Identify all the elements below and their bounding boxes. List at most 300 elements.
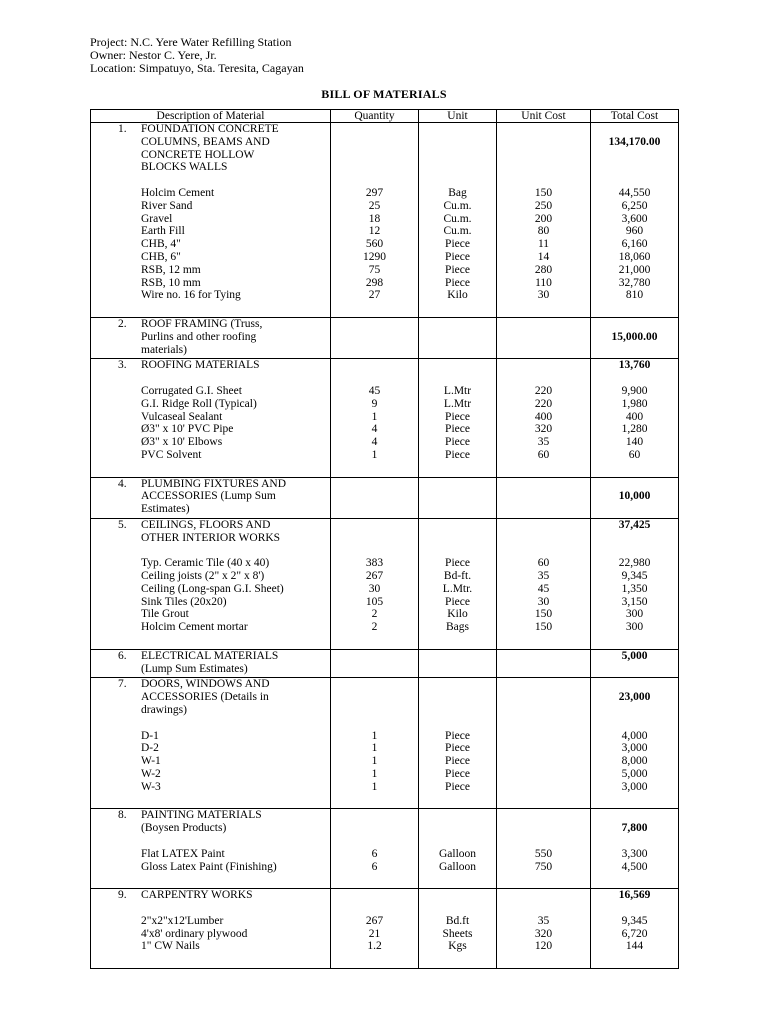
spacer-line	[591, 372, 678, 385]
section-title-line	[91, 318, 330, 331]
item-unit: Piece	[445, 436, 470, 449]
item-unit: Bag	[448, 186, 467, 199]
item-unit-cost: 35	[537, 570, 550, 583]
item-unit-cost: 200	[534, 212, 553, 225]
location-line: Location: Simpatuyo, Sta. Teresita, Cagayan	[90, 61, 304, 75]
section-title-text: (Lump Sum Estimates)	[141, 662, 248, 675]
spacer-line	[331, 953, 418, 966]
section-title-text: drawings)	[141, 704, 187, 717]
spacer-line	[419, 704, 496, 717]
section-total: 7,800	[621, 822, 648, 835]
spacer-line	[497, 794, 590, 807]
section-number: 2.	[118, 317, 127, 330]
spacer-line	[419, 149, 496, 162]
item-quantity: 4	[371, 423, 378, 436]
spacer-line	[497, 545, 590, 558]
item-total-cost: 3,600	[621, 212, 648, 225]
item-quantity: 2	[371, 621, 378, 634]
spacer-line	[419, 359, 496, 372]
item-total-cost: 32,780	[618, 276, 651, 289]
spacer-line	[591, 717, 678, 730]
section-total: 5,000	[621, 649, 648, 662]
section-title-text: PAINTING MATERIALS	[141, 809, 262, 822]
section-title-line	[91, 663, 330, 676]
spacer-line	[331, 478, 418, 491]
section-title-text: Purlins and other roofing	[141, 330, 257, 343]
spacer-line	[419, 490, 496, 503]
item-description: Tile Grout	[141, 608, 189, 621]
item-quantity: 297	[365, 186, 384, 199]
item-quantity: 9	[371, 397, 378, 410]
spacer-line	[419, 478, 496, 491]
item-quantity: 1	[371, 755, 378, 768]
item-quantity: 18	[368, 212, 381, 225]
section-unit-cost-cell	[497, 809, 591, 889]
section-quantity-cell	[331, 317, 419, 358]
item-unit-cost: 30	[537, 595, 550, 608]
item-unit-cost: 35	[537, 436, 550, 449]
section-title-line	[91, 822, 330, 835]
section-title-text: ROOFING MATERIALS	[141, 359, 260, 372]
section-title-text: BLOCKS WALLS	[141, 161, 228, 174]
section-total: 15,000.00	[611, 330, 658, 343]
item-quantity: 2	[371, 608, 378, 621]
item-unit-cost: 150	[534, 608, 553, 621]
section-row	[91, 123, 679, 318]
item-unit-cost: 45	[537, 582, 550, 595]
spacer-line	[497, 634, 590, 647]
item-unit: Piece	[445, 276, 470, 289]
spacer-line	[331, 161, 418, 174]
item-unit: Piece	[445, 263, 470, 276]
section-number: 7.	[118, 678, 127, 691]
spacer-line	[331, 663, 418, 676]
section-quantity-cell	[331, 359, 419, 477]
item-total-cost: 18,060	[618, 250, 651, 263]
column-header-total-cost: Total Cost	[591, 110, 679, 123]
spacer-line	[91, 302, 330, 315]
spacer-line	[331, 372, 418, 385]
item-total-cost: 9,345	[621, 914, 648, 927]
item-description: D-1	[141, 729, 159, 742]
spacer-line	[497, 678, 590, 691]
section-quantity-cell	[331, 678, 419, 809]
item-total-cost: 960	[625, 225, 644, 238]
section-unit-cell	[419, 649, 497, 678]
spacer-line	[331, 123, 418, 136]
item-unit-cost: 220	[534, 397, 553, 410]
item-unit-cost	[497, 755, 590, 768]
item-description: Ceiling (Long-span G.I. Sheet)	[141, 582, 284, 595]
item-unit: Galloon	[438, 860, 477, 873]
item-quantity: 267	[365, 914, 384, 927]
item-description: Holcim Cement mortar	[141, 621, 248, 634]
item-quantity: 1	[371, 742, 378, 755]
item-unit-cost: 320	[534, 423, 553, 436]
spacer-line	[331, 835, 418, 848]
section-total-cost-cell	[591, 518, 679, 649]
spacer-line	[497, 717, 590, 730]
section-total: 23,000	[618, 691, 651, 704]
section-row	[91, 317, 679, 358]
section-description-cell	[91, 123, 331, 318]
section-description-cell	[91, 477, 331, 518]
section-row	[91, 359, 679, 477]
section-title-line	[91, 478, 330, 491]
spacer-line	[591, 663, 678, 676]
column-header-unit-cost: Unit Cost	[497, 110, 591, 123]
spacer-line	[497, 691, 590, 704]
spacer-line	[497, 302, 590, 315]
spacer-line	[91, 372, 330, 385]
section-quantity-cell	[331, 477, 419, 518]
section-title-line	[91, 691, 330, 704]
spacer-line	[419, 902, 496, 915]
item-unit: Piece	[445, 768, 470, 781]
item-unit-cost	[497, 768, 590, 781]
spacer-line	[497, 331, 590, 344]
spacer-line	[497, 902, 590, 915]
item-unit: Piece	[445, 250, 470, 263]
item-unit-cost: 750	[534, 860, 553, 873]
spacer-line	[419, 545, 496, 558]
item-quantity: 1	[371, 410, 378, 423]
section-unit-cost-cell	[497, 477, 591, 518]
item-description: RSB, 12 mm	[141, 263, 201, 276]
spacer-line	[91, 794, 330, 807]
spacer-line	[91, 953, 330, 966]
item-quantity: 75	[368, 263, 381, 276]
section-total-cost-cell	[591, 649, 679, 678]
section-title-text: ACCESSORIES (Lump Sum	[141, 490, 276, 503]
item-quantity: 27	[368, 289, 381, 302]
spacer-line	[591, 953, 678, 966]
item-total-cost: 5,000	[621, 768, 648, 781]
item-total-cost: 22,980	[618, 557, 651, 570]
section-description-cell	[91, 678, 331, 809]
spacer-line	[419, 123, 496, 136]
item-description: Gloss Latex Paint (Finishing)	[141, 860, 277, 873]
spacer-line	[331, 794, 418, 807]
section-description-cell	[91, 649, 331, 678]
section-title-line	[91, 809, 330, 822]
section-title-text: DOORS, WINDOWS AND	[141, 678, 270, 691]
item-description: 2"x2"x12'Lumber	[141, 914, 224, 927]
section-total: 37,425	[618, 518, 651, 531]
item-quantity: 45	[368, 384, 381, 397]
spacer-line	[331, 331, 418, 344]
item-quantity: 6	[371, 860, 378, 873]
item-unit: Piece	[445, 595, 470, 608]
spacer-line	[497, 490, 590, 503]
spacer-line	[497, 663, 590, 676]
item-total-cost: 1,350	[621, 582, 648, 595]
spacer-line	[497, 344, 590, 357]
item-unit: Piece	[445, 742, 470, 755]
item-description: Flat LATEX Paint	[141, 847, 225, 860]
item-unit-cost: 30	[537, 289, 550, 302]
spacer-line	[591, 318, 678, 331]
spacer-line	[497, 704, 590, 717]
section-total: 134,170.00	[608, 135, 661, 148]
spacer-line	[591, 174, 678, 187]
item-description: D-2	[141, 742, 159, 755]
spacer-line	[331, 717, 418, 730]
spacer-line	[91, 174, 330, 187]
section-title-text: FOUNDATION CONCRETE	[141, 123, 279, 135]
item-unit: Piece	[445, 729, 470, 742]
section-description-cell	[91, 518, 331, 649]
item-unit: Kilo	[447, 289, 468, 302]
spacer-line	[591, 794, 678, 807]
item-unit: Galloon	[438, 847, 477, 860]
spacer-line	[331, 490, 418, 503]
item-unit: Bd.ft	[445, 914, 470, 927]
item-unit: Cu.m.	[443, 212, 472, 225]
item-unit: Cu.m.	[443, 225, 472, 238]
spacer-line	[331, 902, 418, 915]
spacer-line	[331, 634, 418, 647]
item-unit-cost: 11	[537, 238, 550, 251]
section-number: 4.	[118, 477, 127, 490]
item-total-cost: 9,345	[621, 570, 648, 583]
item-quantity: 1	[371, 780, 378, 793]
item-quantity: 105	[365, 595, 384, 608]
spacer-line	[91, 873, 330, 886]
section-title-text: ROOF FRAMING (Truss,	[141, 317, 263, 330]
item-description: Sink Tiles (20x20)	[141, 595, 227, 608]
spacer-line	[591, 149, 678, 162]
spacer-line	[419, 717, 496, 730]
section-title-text: ELECTRICAL MATERIALS	[141, 649, 279, 662]
spacer-line	[497, 532, 590, 545]
section-description-cell	[91, 889, 331, 969]
item-unit: L.Mtr	[443, 397, 472, 410]
spacer-line	[419, 678, 496, 691]
item-unit: Piece	[445, 410, 470, 423]
spacer-line	[419, 809, 496, 822]
item-description: 4'x8' ordinary plywood	[141, 927, 248, 940]
item-unit: Piece	[445, 448, 470, 461]
item-quantity: 1	[371, 729, 378, 742]
item-unit-cost: 14	[537, 250, 550, 263]
section-total: 16,569	[618, 889, 651, 902]
spacer-line	[91, 835, 330, 848]
item-unit-cost	[497, 730, 590, 743]
item-unit-cost: 60	[537, 448, 550, 461]
item-total-cost: 300	[625, 621, 644, 634]
section-number: 3.	[118, 359, 127, 372]
column-header-unit: Unit	[419, 110, 497, 123]
item-total-cost: 3,150	[621, 595, 648, 608]
item-description: W-2	[141, 768, 161, 781]
section-quantity-cell	[331, 649, 419, 678]
spacer-line	[331, 344, 418, 357]
spacer-line	[497, 123, 590, 136]
section-description-cell	[91, 317, 331, 358]
item-unit-cost: 220	[534, 384, 553, 397]
spacer-line	[331, 532, 418, 545]
spacer-line	[591, 545, 678, 558]
spacer-line	[419, 663, 496, 676]
spacer-line	[419, 344, 496, 357]
item-unit: Piece	[445, 423, 470, 436]
item-total-cost: 44,550	[618, 186, 651, 199]
section-row	[91, 649, 679, 678]
item-description: 1" CW Nails	[141, 940, 200, 953]
section-row	[91, 518, 679, 649]
item-unit-cost: 120	[534, 940, 553, 953]
item-total-cost: 9,900	[621, 384, 648, 397]
table-header-row	[91, 110, 679, 123]
item-description: Gravel	[141, 212, 173, 225]
section-number: 8.	[118, 809, 127, 822]
project-header	[90, 36, 304, 75]
section-title-line	[91, 889, 330, 902]
item-total-cost: 3,300	[621, 847, 648, 860]
item-unit-cost: 60	[537, 557, 550, 570]
section-title-line	[91, 161, 330, 174]
spacer-line	[419, 318, 496, 331]
item-quantity: 560	[365, 238, 384, 251]
spacer-line	[331, 889, 418, 902]
item-quantity: 6	[371, 847, 378, 860]
section-title-text: CONCRETE HOLLOW	[141, 148, 255, 161]
section-title-line	[91, 519, 330, 532]
item-total-cost: 300	[625, 608, 644, 621]
spacer-line	[331, 503, 418, 516]
section-total-cost-cell	[591, 317, 679, 358]
spacer-line	[497, 161, 590, 174]
section-number: 9.	[118, 889, 127, 902]
section-number: 6.	[118, 649, 127, 662]
section-quantity-cell	[331, 889, 419, 969]
item-quantity: 4	[371, 436, 378, 449]
spacer-line	[419, 691, 496, 704]
spacer-line	[591, 462, 678, 475]
item-description: Ceiling joists (2" x 2" x 8')	[141, 570, 265, 583]
spacer-line	[331, 359, 418, 372]
item-description: W-3	[141, 780, 161, 793]
section-title-text: materials)	[141, 343, 187, 356]
spacer-line	[419, 953, 496, 966]
spacer-line	[91, 717, 330, 730]
section-title-text: CEILINGS, FLOORS AND	[141, 518, 271, 531]
spacer-line	[331, 691, 418, 704]
item-unit: Sheets	[442, 927, 473, 940]
section-number: 1.	[118, 123, 127, 135]
spacer-line	[331, 318, 418, 331]
section-title-line	[91, 503, 330, 516]
spacer-line	[419, 519, 496, 532]
spacer-line	[497, 822, 590, 835]
item-total-cost: 8,000	[621, 755, 648, 768]
spacer-line	[591, 532, 678, 545]
section-unit-cost-cell	[497, 889, 591, 969]
section-unit-cost-cell	[497, 649, 591, 678]
item-unit: Cu.m.	[443, 199, 472, 212]
section-description-cell	[91, 809, 331, 889]
spacer-line	[591, 161, 678, 174]
section-title-line	[91, 359, 330, 372]
spacer-line	[419, 372, 496, 385]
item-unit-cost	[497, 742, 590, 755]
section-total-cost-cell	[591, 889, 679, 969]
spacer-line	[497, 462, 590, 475]
owner-line: Owner: Nestor C. Yere, Jr.	[90, 48, 217, 62]
spacer-line	[331, 822, 418, 835]
spacer-line	[419, 794, 496, 807]
item-unit-cost: 35	[537, 914, 550, 927]
item-total-cost: 1,280	[621, 423, 648, 436]
section-title-line	[91, 532, 330, 545]
item-description: Vulcaseal Sealant	[141, 410, 223, 423]
spacer-line	[331, 678, 418, 691]
item-total-cost: 6,720	[621, 927, 648, 940]
spacer-line	[497, 149, 590, 162]
spacer-line	[419, 462, 496, 475]
spacer-line	[331, 545, 418, 558]
section-row	[91, 678, 679, 809]
item-quantity: 25	[368, 199, 381, 212]
section-row	[91, 889, 679, 969]
item-unit: L.Mtr.	[442, 582, 473, 595]
item-total-cost: 6,160	[621, 238, 648, 251]
section-unit-cell	[419, 678, 497, 809]
item-unit-cost: 80	[537, 225, 550, 238]
spacer-line	[591, 478, 678, 491]
section-title-line	[91, 678, 330, 691]
spacer-line	[331, 809, 418, 822]
spacer-line	[497, 835, 590, 848]
item-unit-cost: 320	[534, 927, 553, 940]
section-quantity-cell	[331, 123, 419, 318]
spacer-line	[497, 873, 590, 886]
item-description: Typ. Ceramic Tile (40 x 40)	[141, 557, 270, 570]
item-total-cost: 400	[625, 410, 644, 423]
item-description: Ø3" x 10' Elbows	[141, 436, 223, 449]
item-unit: Piece	[445, 238, 470, 251]
spacer-line	[419, 835, 496, 848]
section-title-line	[91, 704, 330, 717]
item-unit: Kgs	[448, 940, 467, 953]
column-header-quantity: Quantity	[331, 110, 419, 123]
spacer-line	[419, 650, 496, 663]
item-description: Earth Fill	[141, 225, 185, 238]
spacer-line	[331, 302, 418, 315]
item-description: PVC Solvent	[141, 448, 202, 461]
section-title-line	[91, 123, 330, 136]
section-unit-cell	[419, 317, 497, 358]
spacer-line	[331, 650, 418, 663]
item-total-cost: 810	[625, 289, 644, 302]
item-unit: L.Mtr	[443, 384, 472, 397]
spacer-line	[419, 822, 496, 835]
section-total-cost-cell	[591, 678, 679, 809]
item-total-cost: 4,500	[621, 860, 648, 873]
spacer-line	[497, 136, 590, 149]
section-title-text: CARPENTRY WORKS	[141, 889, 253, 902]
document-title: BILL OF MATERIALS	[321, 87, 447, 101]
section-title-line	[91, 149, 330, 162]
item-quantity: 298	[365, 276, 384, 289]
spacer-line	[419, 634, 496, 647]
item-unit: Piece	[445, 755, 470, 768]
section-row	[91, 809, 679, 889]
section-title-text: OTHER INTERIOR WORKS	[141, 531, 281, 544]
spacer-line	[497, 889, 590, 902]
section-unit-cell	[419, 809, 497, 889]
